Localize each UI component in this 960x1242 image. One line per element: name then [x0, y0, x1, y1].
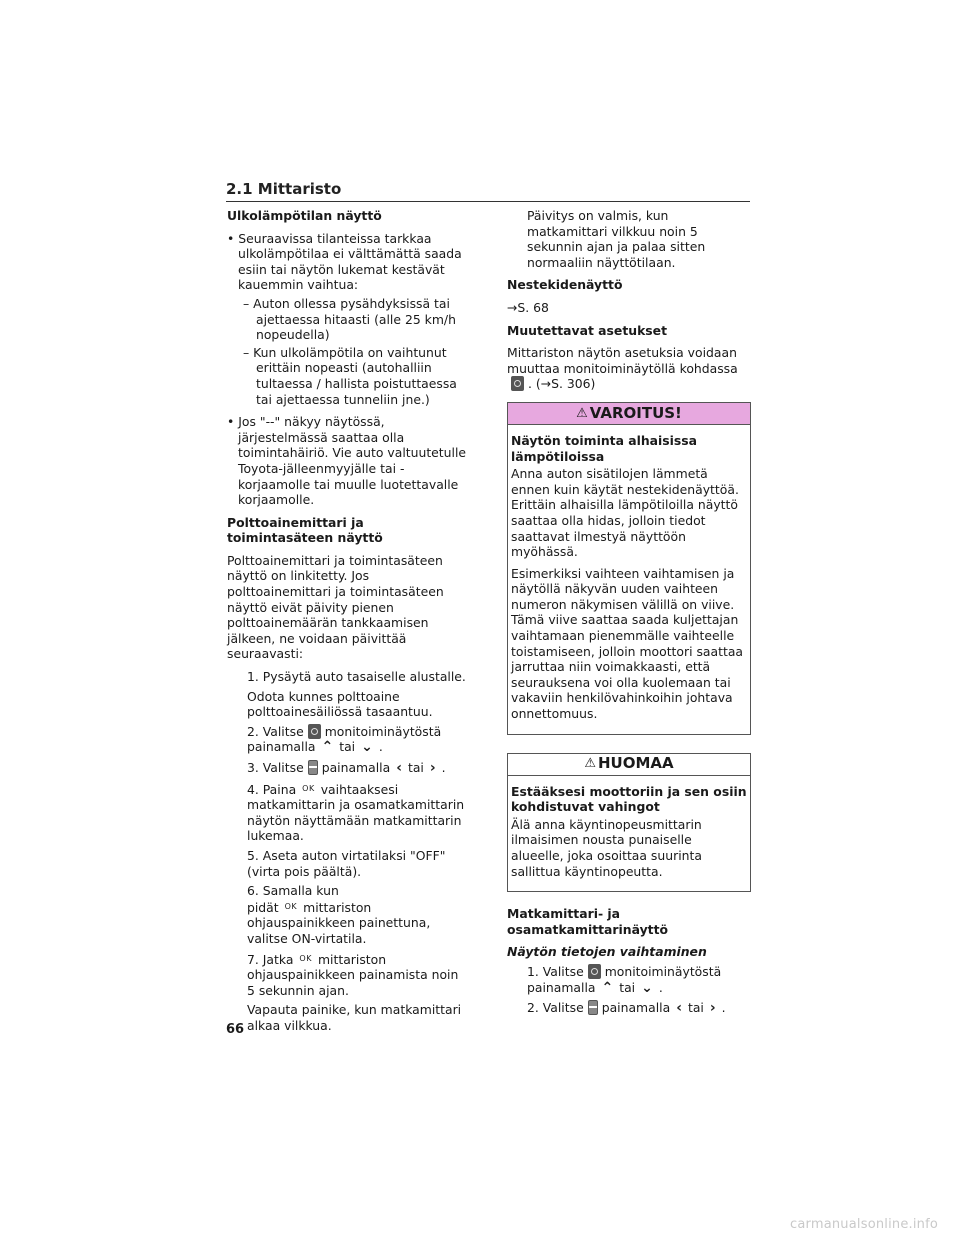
heading-settings: Muutettavat asetukset — [507, 322, 668, 338]
chevron-left-icon: ‹ — [396, 760, 402, 776]
chevron-right-icon: › — [709, 1000, 716, 1017]
meter-display-icon — [308, 760, 318, 775]
meter-display-icon — [588, 1000, 598, 1015]
notice-body — [508, 776, 750, 892]
step-1-note: Odota kunnes polttoaine polttoainesäiliössä tasaantuu. — [247, 688, 433, 720]
chevron-down-icon: ⌄ — [361, 739, 373, 756]
heading-lcd: Nestekidenäyttö — [507, 277, 623, 293]
warning-paragraph-2: Esimerkiksi vaihteen vaihtamisen ja näytöllä näkyvän uuden vaihteen numeron näkymisen välillä on viive. Tämä viive saattaa saada kuljettajan vaihtamaan pienemmälle vaihteelle toistamiseen, jolloin moottori saattaa jarruttaa niin voimakkaasti, että seurauksena voi olla kuolemaan tai vakaviin henkilövahinkoihin johtava onnettomuus. — [511, 565, 744, 722]
warning-box — [507, 402, 751, 735]
settings-gear-icon — [511, 376, 524, 391]
step-2: 2. Valitse monitoiminäytöstä painamalla ⌃ tai ⌄ . — [247, 723, 442, 756]
chevron-down-icon: ⌄ — [641, 979, 653, 996]
ok-button-icon: OK — [284, 901, 298, 911]
subheading-switch-info: Näytön tietojen vaihtaminen — [507, 944, 707, 960]
notice-title-bar: ⚠ HUOMAA — [508, 754, 750, 776]
fuel-paragraph: Polttoainemittari ja toimintasäteen näyttö on linkitetty. Jos polttoainemittari ja toimintasäteen näyttö eivät päivity pienen polttoainemäärän tankkaamisen jälkeen, ne voidaan päivittää seuraavasti: — [227, 552, 444, 662]
notice-paragraph: Älä anna käyntinopeusmittarin ilmaisimen nousta punaiselle alueelle, joka osoittaa suurinta sallittua käyntinopeutta. — [511, 816, 702, 879]
bullet-temp-accuracy: • Seuraavissa tilanteissa tarkkaa ulkolämpötilaa ei välttämättä saada esiin tai näytön lukemat kestävät kauemmin vaihtua: — [227, 230, 462, 293]
ok-button-icon: OK — [302, 783, 315, 793]
heading-outside-temp: Ulkolämpötilan näyttö — [227, 208, 382, 223]
step-1: 1. Pysäytä auto tasaiselle alustalle. — [247, 669, 466, 685]
step-6: 6. Samalla kun pidät $^{OK}$ mittariston ohjauspainikkeen painettuna, valitse ON-virtatila. — [247, 883, 431, 946]
notice-triangle-icon: ⚠ — [584, 756, 596, 772]
dash-item-temp-change: – Kun ulkolämpötila on vaihtunut erittäin nopeasti (autohalliin tultaessa / hallista poistuttaessa tai ajettaessa tunneliin jne.) — [243, 344, 457, 407]
warning-heading: Näytön toiminta alhaisissa lämpötiloissa — [511, 432, 698, 464]
notice-box — [507, 753, 751, 893]
chevron-left-icon: ‹ — [676, 1000, 682, 1017]
settings-gear-icon — [588, 964, 601, 979]
section-header — [226, 179, 750, 202]
lcd-page-ref: →S. 68 — [507, 299, 549, 315]
watermark: carmanualsonline.info — [790, 1217, 939, 1232]
page-number: 66 — [226, 1022, 245, 1037]
step-7: 7. Jatka $^{OK}$ mittariston ohjauspainikkeen painamista noin 5 sekunnin ajan. — [247, 951, 459, 998]
left-column — [227, 208, 467, 1038]
heading-odometer: Matkamittari- ja osamatkamittarinäyttö — [507, 906, 669, 937]
chevron-right-icon: › — [429, 760, 436, 776]
step-7-note: Vapauta painike, kun matkamittari alkaa vilkkua. — [247, 1002, 462, 1033]
step-4: 4. Paina $^{OK}$ vaihtaaksesi matkamittarin ja osamatkamittarin näytön näyttämään matkamittarin lukemaa. — [247, 781, 465, 844]
odo-step-2: 2. Valitse painamalla ‹ tai › . — [527, 1000, 726, 1017]
warning-title-bar: ⚠ VAROITUS! — [508, 403, 750, 425]
chevron-up-icon: ⌃ — [601, 979, 614, 996]
warning-body — [508, 425, 750, 734]
ok-button-icon: OK — [299, 953, 312, 963]
step-3: 3. Valitse painamalla ‹ tai › . — [247, 760, 446, 776]
warning-triangle-icon: ⚠ — [576, 405, 588, 421]
step-7-continuation: Päivitys on valmis, kun matkamittari vilkkuu noin 5 sekunnin ajan ja palaa sitten normaaliin näyttötilaan. — [527, 208, 706, 270]
dash-item-slow: – Auton ollessa pysähdyksissä tai ajettaessa hitaasti (alle 25 km/h nopeudella) — [243, 295, 456, 343]
heading-fuel-gauge: Polttoainemittari ja toimintasäteen näyttö — [227, 514, 383, 546]
warning-paragraph-1: Anna auton sisätilojen lämmetä ennen kuin käytät nestekidenäyttöä. Erittäin alhaisilla lämpötiloilla näyttö saattaa olla hidas, jolloin tiedot saattavat ilmestyä näyttöön myöhässä. — [511, 466, 739, 560]
settings-paragraph: Mittariston näytön asetuksia voidaan muuttaa monitoiminäytöllä kohdassa. (→S. 306) — [507, 345, 738, 392]
section-title: 2.1 Mittaristo — [226, 180, 342, 198]
right-column — [507, 208, 751, 1021]
step-5: 5. Aseta auton virtatilaksi "OFF" (virta pois päältä). — [247, 847, 446, 879]
settings-gear-icon — [308, 724, 321, 739]
chevron-up-icon: ⌃ — [321, 739, 334, 756]
notice-heading: Estääksesi moottoriin ja sen osiin kohdistuvat vahingot — [511, 783, 747, 815]
odo-step-1: 1. Valitse monitoiminäytöstä painamalla ⌃ tai ⌄ . — [527, 963, 722, 996]
bullet-malfunction: • Jos "--" näkyy näytössä, järjestelmässä saattaa olla toimintahäiriö. Vie auto valtuutetulle Toyota-jälleenmyyjälle tai -korjaamolle tai muulle luotettavalle korjaamolle. — [227, 414, 467, 508]
